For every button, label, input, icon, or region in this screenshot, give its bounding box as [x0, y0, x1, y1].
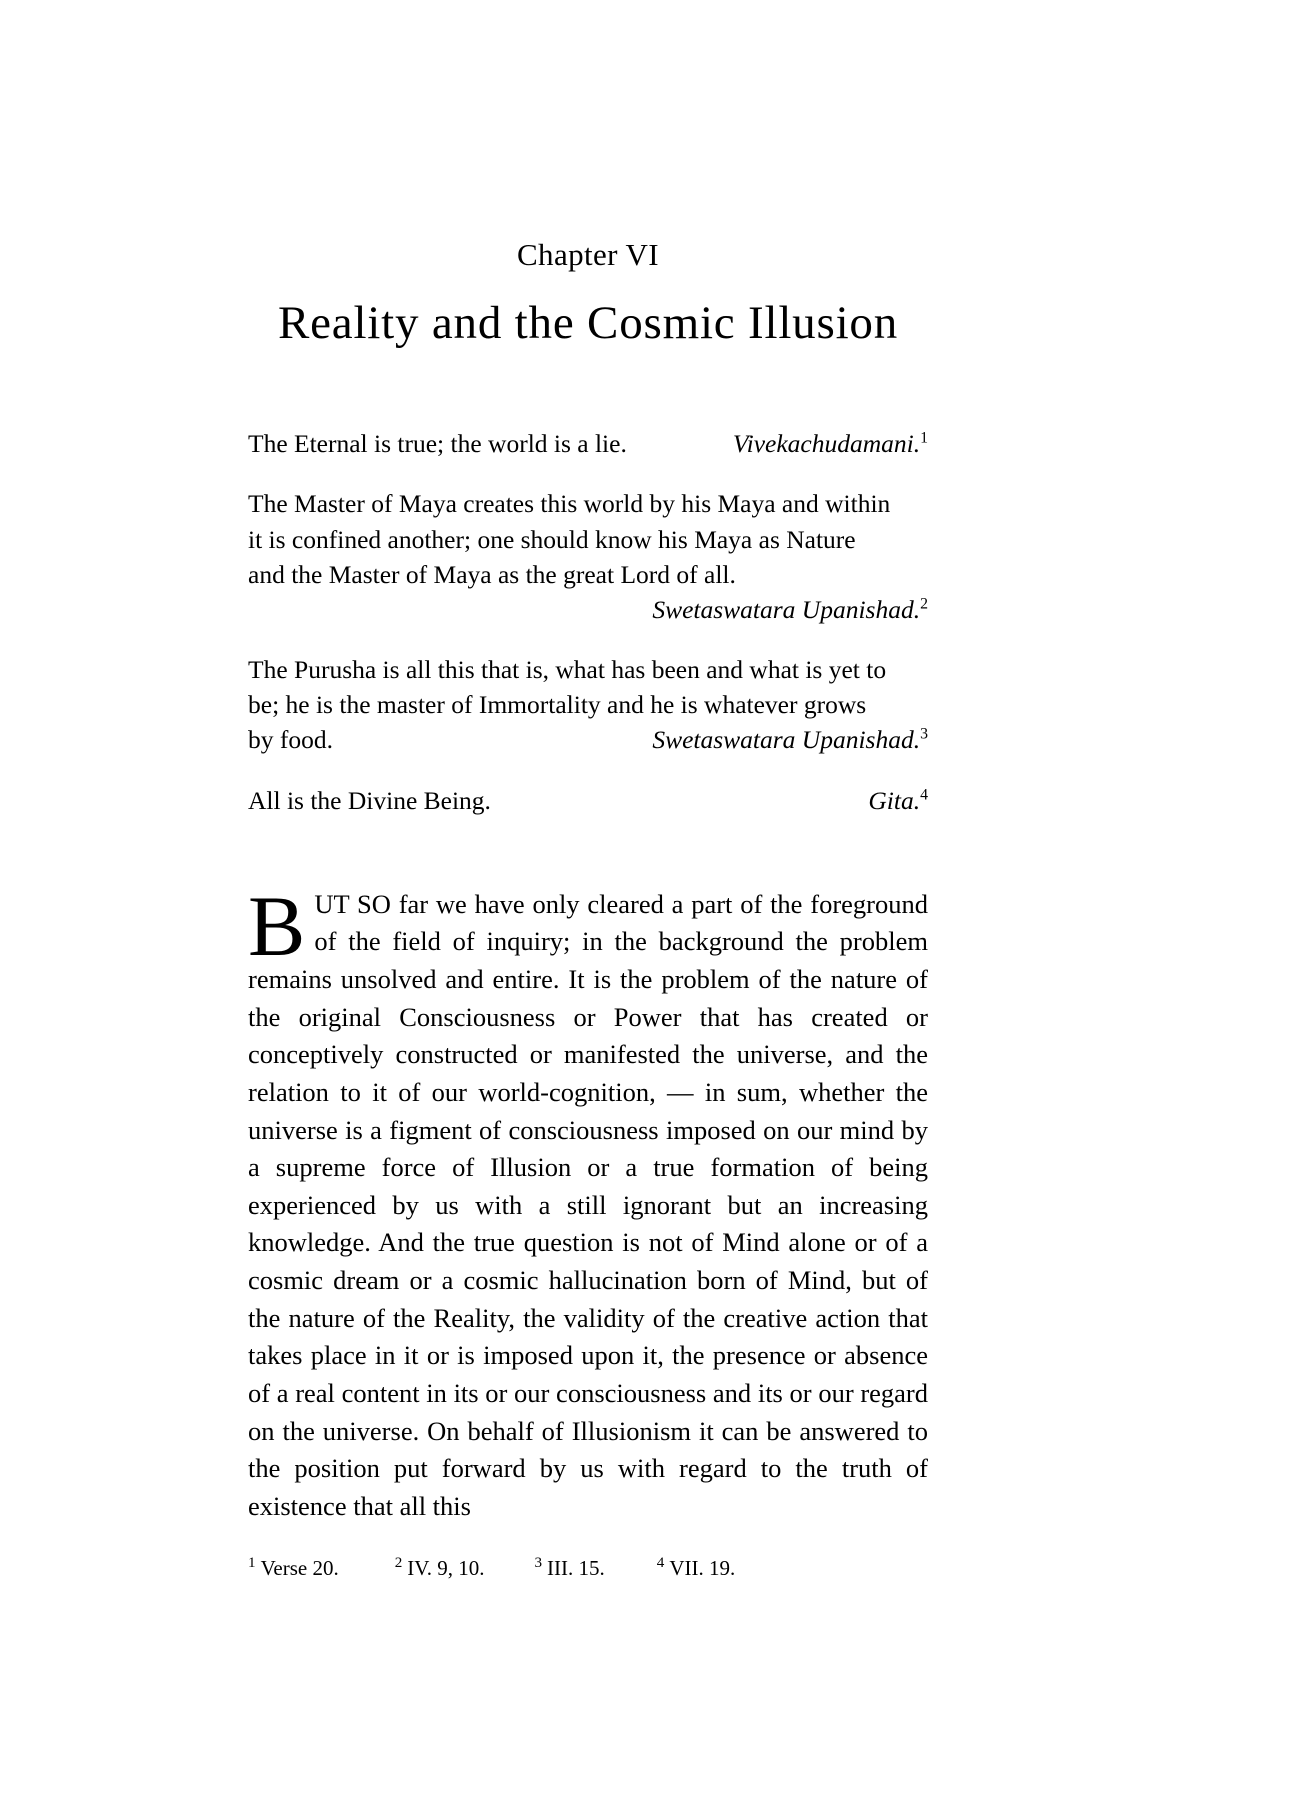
- epigraph-2: [248, 486, 928, 627]
- body-paragraph-text: far we have only cleared a part of the foreground of the field of inquiry; in the background the problem remains unsolved and entire. It is the problem of the nature of the original Consciousness or Power that has created or conceptively constructed or manifested the universe, and the relation to it of our world-cognition, — in sum, whether the universe is a figment of consciousness imposed on our mind by a supreme force of Illusion or a true formation of being experienced by us with a still ignorant but an increasing knowledge. And the true question is not of Mind alone or of a cosmic dream or a cosmic hallucination born of Mind, but of the nature of the Reality, the validity of the creative action that takes place in it or is imposed upon it, the presence or absence of a real content in its or our consciousness and its or our regard on the universe. On behalf of Illusionism it can be answered to the position put forward by us with regard to the truth of existence that all this: [248, 888, 928, 1521]
- footnote-1-text: Verse 20.: [260, 1556, 339, 1580]
- footnote-2-marker: 2: [394, 1555, 403, 1571]
- footnote-1-marker: 1: [248, 1555, 256, 1571]
- epigraph-2-line-3: and the Master of Maya as the great Lord of all.: [248, 559, 736, 589]
- footnote-3-text: III. 15.: [547, 1556, 605, 1580]
- epigraph-3-footnote-marker: 3: [920, 725, 928, 743]
- epigraph-3: [248, 652, 928, 758]
- epigraph-3-line-2: be; he is the master of Immortality and he is whatever grows: [248, 690, 867, 720]
- epigraph-2-line-2: it is confined another; one should know his Maya as Nature: [248, 524, 856, 554]
- epigraph-2-attribution: [248, 592, 928, 627]
- footnote-3-marker: 3: [534, 1555, 543, 1571]
- epigraph-4-text: All is the Divine Being.: [248, 785, 491, 815]
- epigraph-2-line-1: The Master of Maya creates this world by his Maya and within: [248, 489, 891, 519]
- footnote-2: [395, 1556, 485, 1581]
- epigraph-4-attribution: [868, 783, 928, 818]
- epigraph-4: [248, 783, 928, 818]
- epigraph-1-footnote-marker: 1: [920, 429, 928, 447]
- body-paragraph: [248, 877, 928, 1526]
- epigraph-2-footnote-marker: 2: [920, 595, 928, 613]
- page-title: Reality and the Cosmic Illusion: [277, 297, 899, 350]
- footnote-4: [657, 1556, 735, 1581]
- chapter-label: Chapter VI: [516, 237, 660, 272]
- epigraph-1: [248, 426, 928, 461]
- body-opening-words: UT SO: [314, 888, 391, 919]
- epigraph-2-source: Swetaswatara Upanishad.: [652, 594, 921, 624]
- epigraph-3-source: Swetaswatara Upanishad.: [652, 725, 921, 755]
- epigraph-1-source: Vivekachudamani.: [732, 429, 921, 459]
- footnote-4-text: VII. 19.: [669, 1556, 736, 1580]
- epigraph-1-attribution: [733, 426, 928, 461]
- epigraph-3-line-3: by food.: [248, 725, 333, 755]
- footnote-1: [248, 1556, 339, 1581]
- epigraph-4-source: Gita.: [868, 785, 921, 815]
- footnote-4-marker: 4: [656, 1555, 665, 1571]
- epigraph-4-footnote-marker: 4: [920, 786, 928, 804]
- page-content: [248, 0, 928, 1525]
- epigraph-3-attribution: [652, 722, 928, 757]
- epigraph-group: [248, 426, 928, 818]
- drop-cap: B: [248, 877, 306, 974]
- footnote-2-text: IV. 9, 10.: [407, 1556, 485, 1580]
- footnote-area: [248, 1556, 948, 1581]
- epigraph-1-text: The Eternal is true; the world is a lie.: [248, 429, 627, 459]
- footnote-3: [534, 1556, 604, 1581]
- epigraph-3-line-1: The Purusha is all this that is, what has been and what is yet to: [248, 655, 887, 685]
- body-text-block: [248, 877, 928, 1526]
